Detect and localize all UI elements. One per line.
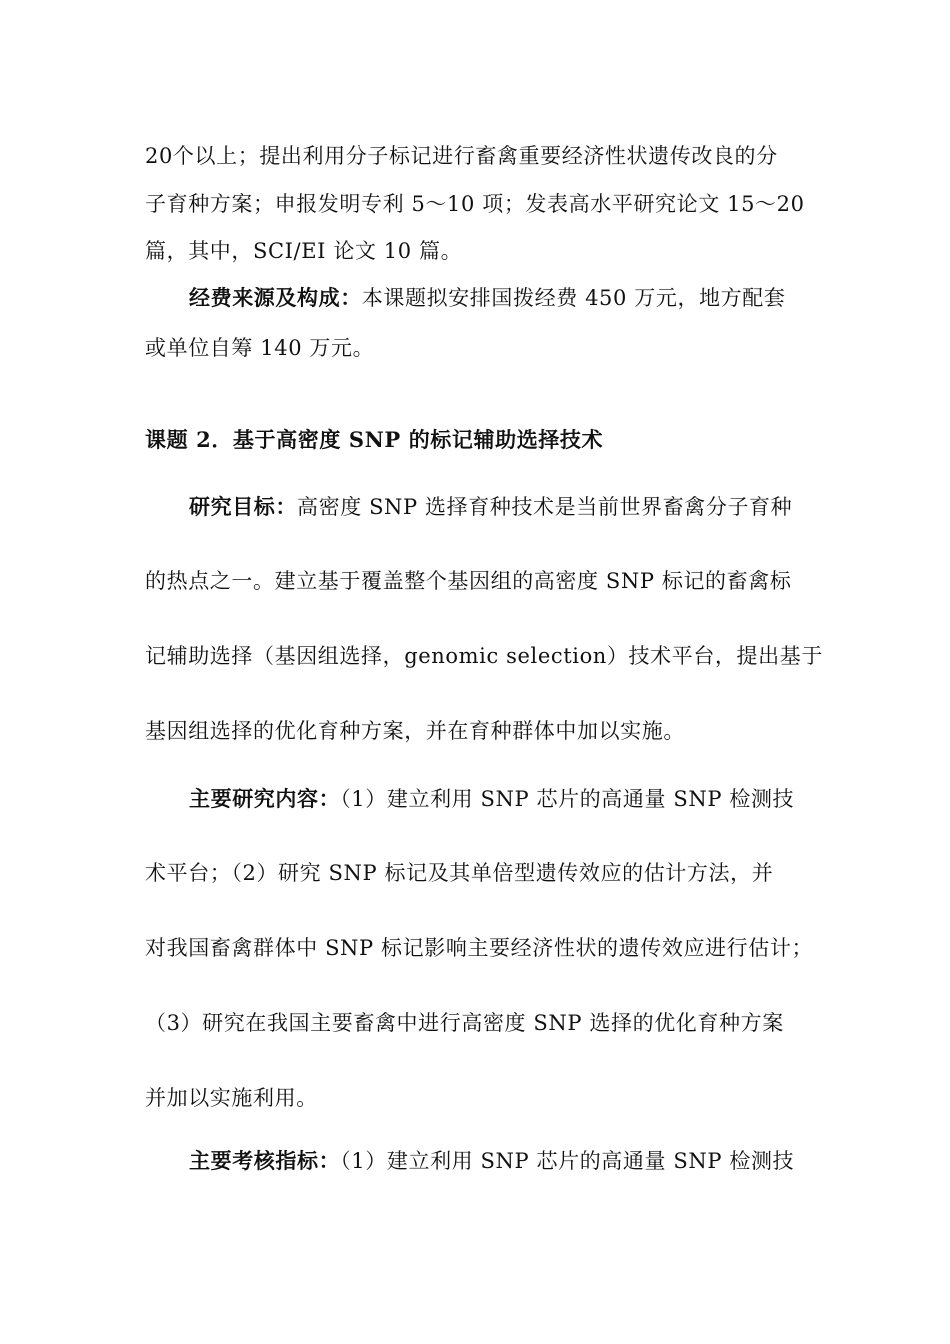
- funding-paragraph: [189, 283, 785, 313]
- section-heading: 课题 2．基于高密度 SNP 的标记辅助选择技术: [145, 427, 604, 452]
- paragraph-line: 20个以上；提出利用分子标记进行畜禽重要经济性状遗传改良的分: [145, 144, 778, 168]
- goal-text: 高密度 SNP 选择育种技术是当前世界畜禽分子育种: [297, 495, 793, 519]
- content-text: （1）建立利用 SNP 芯片的高通量 SNP 检测技: [340, 787, 795, 811]
- content-label: 主要研究内容：: [189, 786, 341, 811]
- paragraph-line: 篇，其中，SCI/EI 论文 10 篇。: [145, 239, 463, 263]
- funding-text: 本课题拟安排国拨经费 450 万元，地方配套: [361, 286, 786, 310]
- content-paragraph: [189, 784, 794, 814]
- assessment-paragraph: [189, 1146, 794, 1176]
- paragraph-line: 的热点之一。建立基于覆盖整个基因组的高密度 SNP 标记的畜禽标: [145, 569, 792, 593]
- paragraph-line: 术平台；（2）研究 SNP 标记及其单倍型遗传效应的估计方法，并: [145, 861, 774, 885]
- assessment-text: （1）建立利用 SNP 芯片的高通量 SNP 检测技: [340, 1149, 795, 1173]
- paragraph-line: 对我国畜禽群体中 SNP 标记影响主要经济性状的遗传效应进行估计；: [145, 936, 814, 960]
- paragraph-line: 记辅助选择（基因组选择，genomic selection）技术平台，提出基于: [145, 644, 823, 668]
- paragraph-line: 基因组选择的优化育种方案，并在育种群体中加以实施。: [145, 719, 685, 743]
- funding-label: 经费来源及构成：: [189, 285, 362, 310]
- goal-label: 研究目标：: [189, 494, 297, 519]
- paragraph-line: （3）研究在我国主要畜禽中进行高密度 SNP 选择的优化育种方案: [145, 1011, 784, 1035]
- goal-paragraph: [189, 492, 792, 522]
- paragraph-line: 并加以实施利用。: [145, 1086, 318, 1110]
- paragraph-line: 或单位自筹 140 万元。: [145, 336, 375, 360]
- assessment-label: 主要考核指标：: [189, 1148, 341, 1173]
- paragraph-line: 子育种方案；申报发明专利 5～10 项；发表高水平研究论文 15～20: [145, 192, 805, 216]
